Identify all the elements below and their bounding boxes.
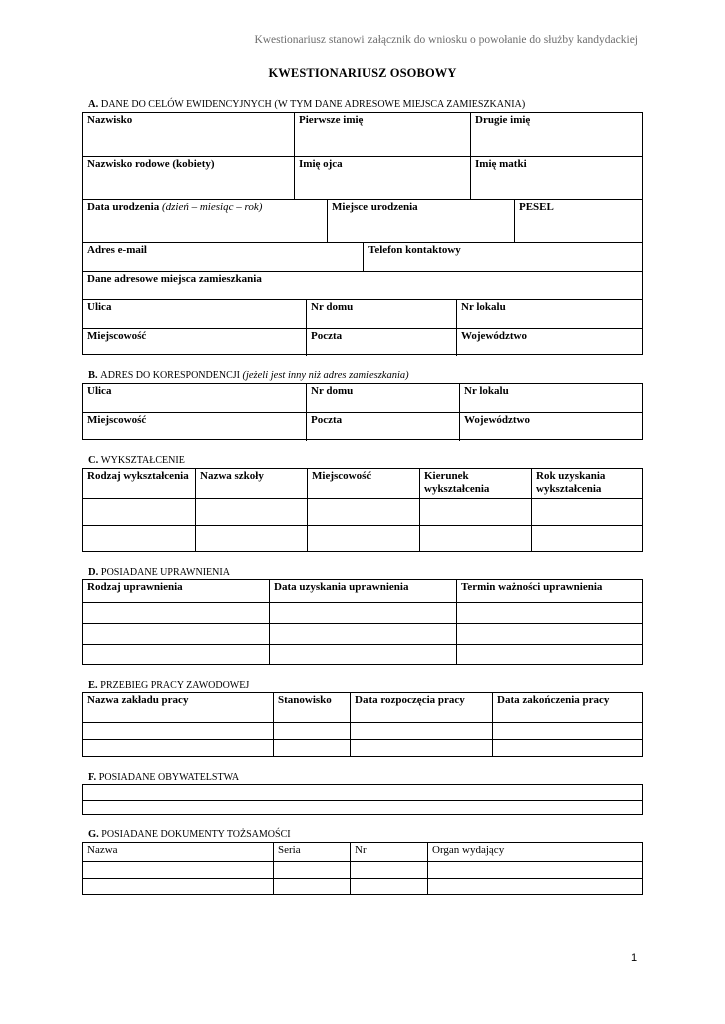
field-label: Miejscowość bbox=[87, 330, 147, 342]
table-row bbox=[83, 739, 642, 756]
table-header-row bbox=[83, 693, 642, 722]
field-poczta[interactable] bbox=[306, 329, 456, 356]
field-pierwsze-imie[interactable] bbox=[294, 113, 470, 156]
section-c-title bbox=[88, 455, 185, 467]
field-imie-matki[interactable] bbox=[470, 157, 642, 199]
field-label: Ulica bbox=[87, 385, 112, 397]
section-title-initial: W bbox=[100, 455, 111, 466]
field-label: Poczta bbox=[311, 414, 343, 426]
column-header: Rodzaj wykształcenia bbox=[87, 470, 189, 482]
table-row bbox=[83, 861, 642, 878]
column-header: Miejscowość bbox=[307, 469, 419, 498]
section-title-rest: POSIADANE DOKUMENTY TOŻSAMOŚCI bbox=[101, 829, 291, 840]
section-title-initial: P bbox=[100, 680, 106, 691]
table-header-row bbox=[83, 469, 642, 498]
field-nazwisko-rodowe[interactable] bbox=[83, 157, 294, 199]
table-row bbox=[83, 113, 642, 156]
section-d-title bbox=[88, 567, 230, 579]
table-cell[interactable] bbox=[273, 740, 350, 756]
page-title: KWESTIONARIUSZ OSOBOWY bbox=[268, 66, 457, 80]
column-header: Nazwa zakładu pracy bbox=[87, 694, 189, 706]
field-telefon[interactable] bbox=[363, 243, 642, 271]
section-e-title bbox=[88, 680, 249, 692]
column-header: Termin ważności uprawnienia bbox=[456, 580, 642, 602]
table-cell[interactable] bbox=[492, 740, 642, 756]
table-cell[interactable] bbox=[269, 645, 456, 664]
field-label: Nazwisko rodowe (kobiety) bbox=[87, 158, 215, 170]
table-cell[interactable] bbox=[83, 801, 642, 814]
field-label: Nr lokalu bbox=[461, 301, 506, 313]
field-label: Pierwsze imię bbox=[299, 114, 364, 126]
section-letter: E. bbox=[88, 680, 98, 691]
table-row bbox=[83, 156, 642, 199]
table-cell[interactable] bbox=[273, 879, 350, 894]
field-nazwisko[interactable] bbox=[83, 113, 294, 156]
field-label: Imię ojca bbox=[299, 158, 343, 170]
section-letter: D. bbox=[88, 567, 99, 578]
field-data-urodzenia[interactable] bbox=[83, 200, 327, 242]
section-a-table bbox=[82, 112, 643, 355]
field-label: Nr domu bbox=[311, 301, 354, 313]
field-label: Dane adresowe miejsca zamieszkania bbox=[87, 273, 262, 285]
section-title-paren-close: ) bbox=[521, 99, 526, 110]
section-letter: B. bbox=[88, 370, 98, 381]
table-cell[interactable] bbox=[83, 785, 642, 800]
table-cell[interactable] bbox=[427, 862, 642, 878]
table-row bbox=[83, 498, 642, 525]
section-letter: G. bbox=[88, 829, 99, 840]
column-header: Kierunek wykształcenia bbox=[419, 469, 531, 498]
table-row bbox=[83, 199, 642, 242]
table-header-row bbox=[83, 843, 642, 861]
table-cell[interactable] bbox=[273, 862, 350, 878]
field-imie-ojca[interactable] bbox=[294, 157, 470, 199]
table-cell[interactable] bbox=[350, 862, 427, 878]
field-miejscowosc[interactable] bbox=[83, 413, 306, 441]
column-header: Organ wydający bbox=[427, 843, 642, 861]
table-cell[interactable] bbox=[83, 723, 273, 739]
table-cell[interactable] bbox=[350, 879, 427, 894]
field-label: Nr domu bbox=[311, 385, 354, 397]
table-cell[interactable] bbox=[269, 603, 456, 623]
field-label: PESEL bbox=[519, 201, 554, 213]
field-ulica[interactable] bbox=[83, 384, 306, 412]
table-cell[interactable] bbox=[269, 624, 456, 644]
field-poczta[interactable] bbox=[306, 413, 459, 441]
table-row bbox=[83, 328, 642, 356]
table-cell[interactable] bbox=[427, 879, 642, 894]
table-row bbox=[83, 800, 642, 814]
table-cell[interactable] bbox=[83, 603, 269, 623]
table-cell[interactable] bbox=[456, 603, 642, 623]
table-cell[interactable] bbox=[83, 645, 269, 664]
field-label: Województwo bbox=[464, 414, 530, 426]
field-email[interactable] bbox=[83, 243, 363, 271]
section-title-initial: A bbox=[100, 370, 108, 381]
table-row bbox=[83, 644, 642, 664]
table-row bbox=[83, 878, 642, 894]
table-cell[interactable] bbox=[531, 499, 642, 525]
table-cell[interactable] bbox=[307, 499, 419, 525]
section-title-rest: RZEBIEG PRACY ZAWODOWEJ bbox=[105, 680, 250, 691]
column-header: Nazwa szkoły bbox=[195, 469, 307, 498]
field-nr-domu[interactable] bbox=[306, 300, 456, 328]
section-title-initial: P bbox=[98, 772, 105, 783]
section-e-table bbox=[82, 692, 643, 757]
field-miejscowosc[interactable] bbox=[83, 329, 306, 356]
page-number: 1 bbox=[631, 952, 638, 964]
table-row bbox=[83, 722, 642, 739]
table-cell[interactable] bbox=[83, 862, 273, 878]
table-row bbox=[83, 525, 642, 551]
field-label: Województwo bbox=[461, 330, 527, 342]
table-row bbox=[83, 785, 642, 800]
table-cell[interactable] bbox=[83, 740, 273, 756]
field-label: Ulica bbox=[87, 301, 112, 313]
column-header: Seria bbox=[273, 843, 350, 861]
section-note: (jeżeli jest inny niż adres zamieszkania) bbox=[242, 370, 409, 381]
section-d-table bbox=[82, 579, 643, 665]
field-label: Nazwisko bbox=[87, 114, 133, 126]
field-nr-lokalu[interactable] bbox=[459, 384, 642, 412]
field-miejsce-urodzenia[interactable] bbox=[327, 200, 514, 242]
field-wojewodztwo[interactable] bbox=[456, 329, 642, 356]
table-row bbox=[83, 299, 642, 328]
table-row bbox=[83, 412, 642, 441]
table-cell[interactable] bbox=[195, 499, 307, 525]
table-cell[interactable] bbox=[83, 499, 195, 525]
section-b-title bbox=[88, 370, 409, 382]
field-label: Miejscowość bbox=[87, 414, 147, 426]
field-dane-adresowe bbox=[83, 272, 642, 299]
section-title-rest: ANE DO CELÓW EWIDENCYJNYCH bbox=[108, 99, 272, 110]
section-b-table bbox=[82, 383, 643, 440]
section-letter: A. bbox=[88, 99, 99, 110]
section-a-title bbox=[88, 99, 525, 111]
field-label: Imię matki bbox=[475, 158, 527, 170]
field-pesel[interactable] bbox=[514, 200, 642, 242]
table-cell[interactable] bbox=[307, 526, 419, 551]
column-header: Data uzyskania uprawnienia bbox=[269, 580, 456, 602]
section-g-title bbox=[88, 829, 291, 841]
section-title-initial: D bbox=[100, 99, 109, 110]
section-title-rest: OSIADANE OBYWATELSTWA bbox=[104, 772, 240, 783]
column-header: Nazwa bbox=[87, 844, 118, 856]
field-label: Drugie imię bbox=[475, 114, 531, 126]
section-g-table bbox=[82, 842, 643, 895]
header-note: Kwestionariusz stanowi załącznik do wniosku o powołanie do służby kandydackiej bbox=[254, 34, 638, 46]
field-label: Nr lokalu bbox=[464, 385, 509, 397]
table-cell[interactable] bbox=[419, 499, 531, 525]
table-cell[interactable] bbox=[350, 740, 492, 756]
table-cell[interactable] bbox=[83, 526, 195, 551]
table-cell[interactable] bbox=[350, 723, 492, 739]
table-row bbox=[83, 384, 642, 412]
table-cell[interactable] bbox=[492, 723, 642, 739]
field-ulica[interactable] bbox=[83, 300, 306, 328]
table-cell[interactable] bbox=[195, 526, 307, 551]
section-title-rest: YKSZTAŁCENIE bbox=[110, 455, 185, 466]
section-f-title bbox=[88, 772, 239, 784]
section-c-table bbox=[82, 468, 643, 552]
field-label: Miejsce urodzenia bbox=[332, 201, 418, 213]
field-hint: (dzień – miesiąc – rok) bbox=[161, 201, 263, 213]
field-label: Telefon kontaktowy bbox=[368, 244, 461, 256]
column-header: Nr bbox=[350, 843, 427, 861]
section-title-rest: DRES DO KORESPONDENCJI bbox=[107, 370, 240, 381]
table-cell[interactable] bbox=[456, 624, 642, 644]
field-label: Poczta bbox=[311, 330, 343, 342]
column-header: Rok uzyskania wykształcenia bbox=[531, 469, 642, 498]
table-header-row bbox=[83, 580, 642, 602]
section-letter: F. bbox=[88, 772, 97, 783]
table-cell[interactable] bbox=[83, 624, 269, 644]
section-title-paren-initial: W bbox=[277, 99, 288, 110]
column-header: Data rozpoczęcia pracy bbox=[350, 693, 492, 722]
field-drugie-imie[interactable] bbox=[470, 113, 642, 156]
section-title-rest: OSIADANE UPRAWNIENIA bbox=[106, 567, 230, 578]
column-header: Data zakończenia pracy bbox=[492, 693, 642, 722]
table-cell[interactable] bbox=[273, 723, 350, 739]
field-label: Data urodzenia bbox=[87, 201, 160, 213]
section-title-paren-rest: TYM DANE ADRESOWE MIEJSCA ZAMIESZKANIA bbox=[287, 99, 522, 110]
column-header: Stanowisko bbox=[273, 693, 350, 722]
field-label: Adres e-mail bbox=[87, 244, 147, 256]
section-title-initial: P bbox=[100, 567, 107, 578]
table-row bbox=[83, 271, 642, 299]
table-row bbox=[83, 623, 642, 644]
section-f-table bbox=[82, 784, 643, 815]
table-row bbox=[83, 242, 642, 271]
field-nr-domu[interactable] bbox=[306, 384, 459, 412]
table-cell[interactable] bbox=[456, 645, 642, 664]
table-cell[interactable] bbox=[83, 879, 273, 894]
table-cell[interactable] bbox=[531, 526, 642, 551]
column-header: Rodzaj uprawnienia bbox=[87, 581, 183, 593]
field-wojewodztwo[interactable] bbox=[459, 413, 642, 441]
table-cell[interactable] bbox=[419, 526, 531, 551]
section-letter: C. bbox=[88, 455, 99, 466]
section-title-paren-open: ( bbox=[271, 99, 278, 110]
table-row bbox=[83, 602, 642, 623]
field-nr-lokalu[interactable] bbox=[456, 300, 642, 328]
